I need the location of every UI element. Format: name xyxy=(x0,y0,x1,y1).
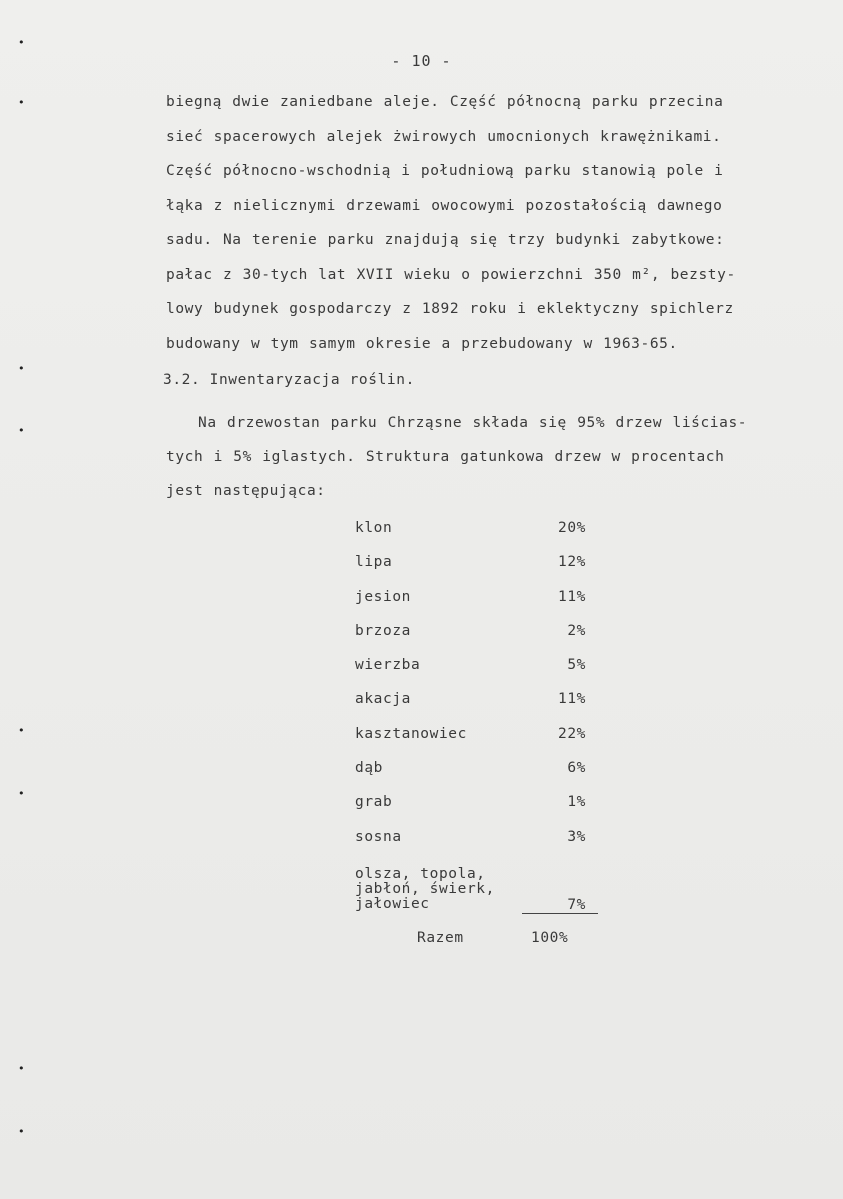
species-percent: 5% xyxy=(567,657,586,674)
text-line: biegną dwie zaniedbane aleje. Część północną parku przecina xyxy=(166,94,724,110)
binding-mark: • xyxy=(18,1125,25,1138)
species-name: brzoza xyxy=(355,622,411,639)
text-line: łąka z nielicznymi drzewami owocowymi pozostałością dawnego xyxy=(166,197,723,214)
species-name: lipa xyxy=(355,554,393,571)
species-percent: 11% xyxy=(558,588,586,605)
table-row xyxy=(355,751,600,785)
table-row xyxy=(355,648,600,682)
text-line: jest następująca: xyxy=(166,483,326,499)
text-line: sieć spacerowych alejek żwirowych umocnionych krawężnikami. xyxy=(166,128,722,145)
binding-mark: • xyxy=(18,362,25,375)
binding-mark: • xyxy=(18,96,25,109)
section-heading: 3.2. Inwentaryzacja roślin. xyxy=(163,372,415,388)
species-percent: 7% xyxy=(567,896,586,913)
species-percent: 3% xyxy=(567,828,586,845)
binding-mark: • xyxy=(18,1062,25,1075)
text-line: pałac z 30-tych lat XVII wieku o powierzchni 350 m², bezsty- xyxy=(166,266,736,283)
table-row xyxy=(355,854,600,920)
species-percent: 12% xyxy=(558,554,586,571)
binding-mark: • xyxy=(18,724,25,737)
text-line: sadu. Na terenie parku znajdują się trzy budynki zabytkowe: xyxy=(166,232,725,248)
species-percent: 20% xyxy=(558,520,586,536)
binding-mark: • xyxy=(18,424,25,437)
species-percent: 6% xyxy=(567,760,586,777)
sum-rule xyxy=(522,913,598,914)
total-value: 100% xyxy=(531,930,569,946)
species-table xyxy=(355,511,600,920)
species-percent: 22% xyxy=(558,725,586,742)
total-label: Razem xyxy=(417,930,464,946)
text-line: lowy budynek gospodarczy z 1892 roku i eklektyczny spichlerz xyxy=(166,301,734,317)
table-row xyxy=(355,614,600,648)
text-line: budowany w tym samym okresie a przebudowany w 1963-65. xyxy=(166,335,678,352)
species-name: wierzba xyxy=(355,657,421,674)
binding-mark: • xyxy=(18,36,25,49)
page-number: - 10 - xyxy=(391,52,452,70)
binding-mark: • xyxy=(18,787,25,800)
species-name: akacja xyxy=(355,691,411,708)
species-name: kasztanowiec xyxy=(355,725,467,742)
species-name: jesion xyxy=(355,588,411,605)
species-name: grab xyxy=(355,794,393,811)
text-line: Na drzewostan parku Chrząsne składa się 95% drzew liścias- xyxy=(198,415,748,431)
species-name: sosna xyxy=(355,828,402,845)
table-row xyxy=(355,580,600,614)
species-percent: 11% xyxy=(558,691,586,708)
species-name: olsza, topola, jabłoń, świerk, jałowiec xyxy=(355,865,495,912)
paragraph-park-description xyxy=(166,85,806,361)
species-name: klon xyxy=(355,520,393,536)
text-line: Część północno-wschodnią i południową parku stanowią pole i xyxy=(166,163,724,179)
table-row xyxy=(355,682,600,716)
table-row xyxy=(355,820,600,854)
text-line: tych i 5% iglastych. Struktura gatunkowa drzew w procentach xyxy=(166,449,725,465)
table-row xyxy=(355,545,600,579)
table-row xyxy=(355,717,600,751)
species-percent: 2% xyxy=(567,622,586,639)
table-row xyxy=(355,785,600,819)
paragraph-tree-stand xyxy=(166,406,806,508)
species-percent: 1% xyxy=(567,794,586,811)
table-row xyxy=(355,511,600,545)
species-name: dąb xyxy=(355,760,383,777)
